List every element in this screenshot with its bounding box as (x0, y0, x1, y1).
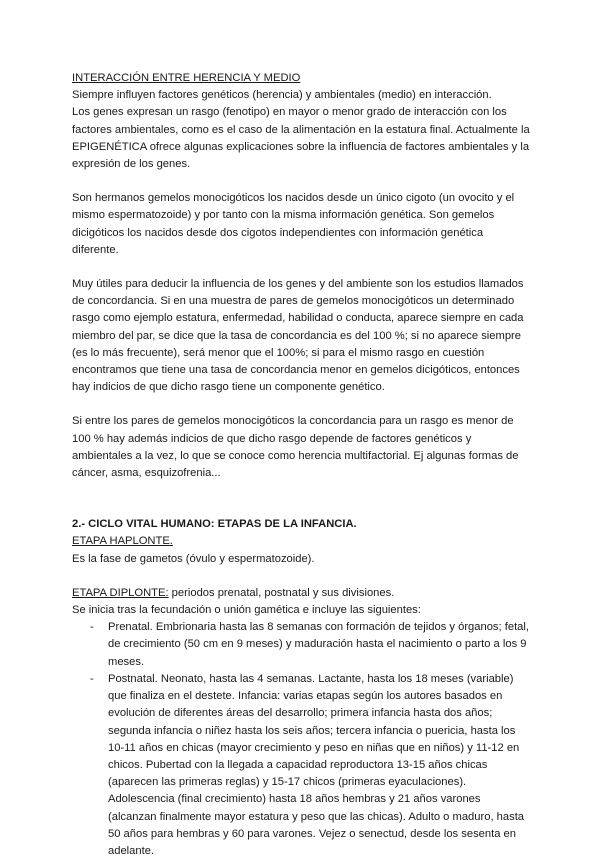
dash-bullet: - (90, 621, 94, 634)
diplonte-text: periodos prenatal, postnatal y sus divisiones. (168, 586, 395, 599)
haplonte-label: ETAPA HAPLONTE. (72, 535, 173, 548)
list-item-text: Prenatal. Embrionaria hasta las 8 semanas con formación de tejidos y órganos; fetal, de crecimiento (50 cm en 9 meses) y maduración hasta el nacimiento o parto a los 9 meses. (108, 621, 530, 668)
section1-paragraph-4: Muy útiles para deducir la influencia de los genes y del ambiente son los estudios llamados de concordancia. Si en una muestra de pares de gemelos monocigóticos un determinado rasgo como ejemplo estatura, enfermedad, habilidad o conducta, aparece siempre en cada miembro del par, se dice que la tasa de concordancia es del 100 %; si no aparece siempre (es lo más frecuente), será menor que el 100%; si para el mismo rasgo en cuestión encontramos que tiene una tasa de concordancia menor en gemelos dicigóticos, entonces hay indicios de que dicho rasgo tiene un componente genético. (72, 278, 524, 394)
list-item (72, 671, 532, 860)
dash-bullet: - (90, 672, 94, 685)
section1-title: INTERACCIÓN ENTRE HERENCIA Y MEDIO (72, 72, 301, 84)
diplonte-line (72, 585, 532, 602)
section1-paragraph-2: Los genes expresan un rasgo (fenotipo) en mayor o menor grado de interacción con los factores ambientales, como es el caso de la alimentación en la estatura final. Actualmente la EPIGENÉTICA ofrece algunas explicaciones sobre la influencia de factores ambientales y la expresión de los genes. (72, 106, 530, 171)
section1-paragraph-3: Son hermanos gemelos monocigóticos los nacidos desde un único cigoto (un ovocito y el mismo espermatozoide) y por tanto con la misma información genética. Son gemelos dicigóticos los nacidos desde dos cigotos independientes con información genética diferente. (72, 192, 515, 256)
section1-paragraph-1: Siempre influyen factores genéticos (herencia) y ambientales (medio) en interacción. (72, 89, 492, 102)
list-item-text: Postnatal. Neonato, hasta las 4 semanas. Lactante, hasta los 18 meses (variable) que finaliza en el destete. Infancia: varias etapas según los autores basados en evolución de diferentes áreas del desarrollo; primera infancia hasta dos años; segunda infancia o niñez hasta los seis años; tercera infancia o puericia, hasta los 10-11 años en chicas (mayor crecimiento y peso en niñas que en niños) y 11-12 en chicos. Pubertad con la llegada a capacidad reproductora 13-15 años chicas (aparecen las primeras reglas) y 15-17 chicos (primeras eyaculaciones). Adolescencia (final crecimiento) hasta 18 años hembras y 21 años varones (alcanzan finalmente mayor estatura y peso que las chicas). Adulto o maduro, hasta 50 años para hembras y 60 para varones. Vejez o senectud, desde los sesenta en adelante. (108, 672, 525, 857)
diplonte-label: ETAPA DIPLONTE: (72, 586, 169, 599)
haplonte-text: Es la fase de gametos (óvulo y espermatozoide). (72, 552, 315, 565)
section1-paragraph-5: Si entre los pares de gemelos monocigóticos la concordancia para un rasgo es menor de 100 % hay además indicios de que dicho rasgo depende de factores genéticos y ambientales a la vez, lo que se conoce como herencia multifactorial. Ej algunas formas de cáncer, asma, esquizofrenia... (72, 415, 519, 480)
list-item (72, 619, 532, 671)
stages-list (72, 619, 532, 860)
document-page (72, 70, 532, 860)
section2-title: 2.- CICLO VITAL HUMANO: ETAPAS DE LA INFANCIA. (72, 518, 357, 531)
diplonte-intro: Se inicia tras la fecundación o unión gamética e incluye las siguientes: (72, 604, 421, 617)
